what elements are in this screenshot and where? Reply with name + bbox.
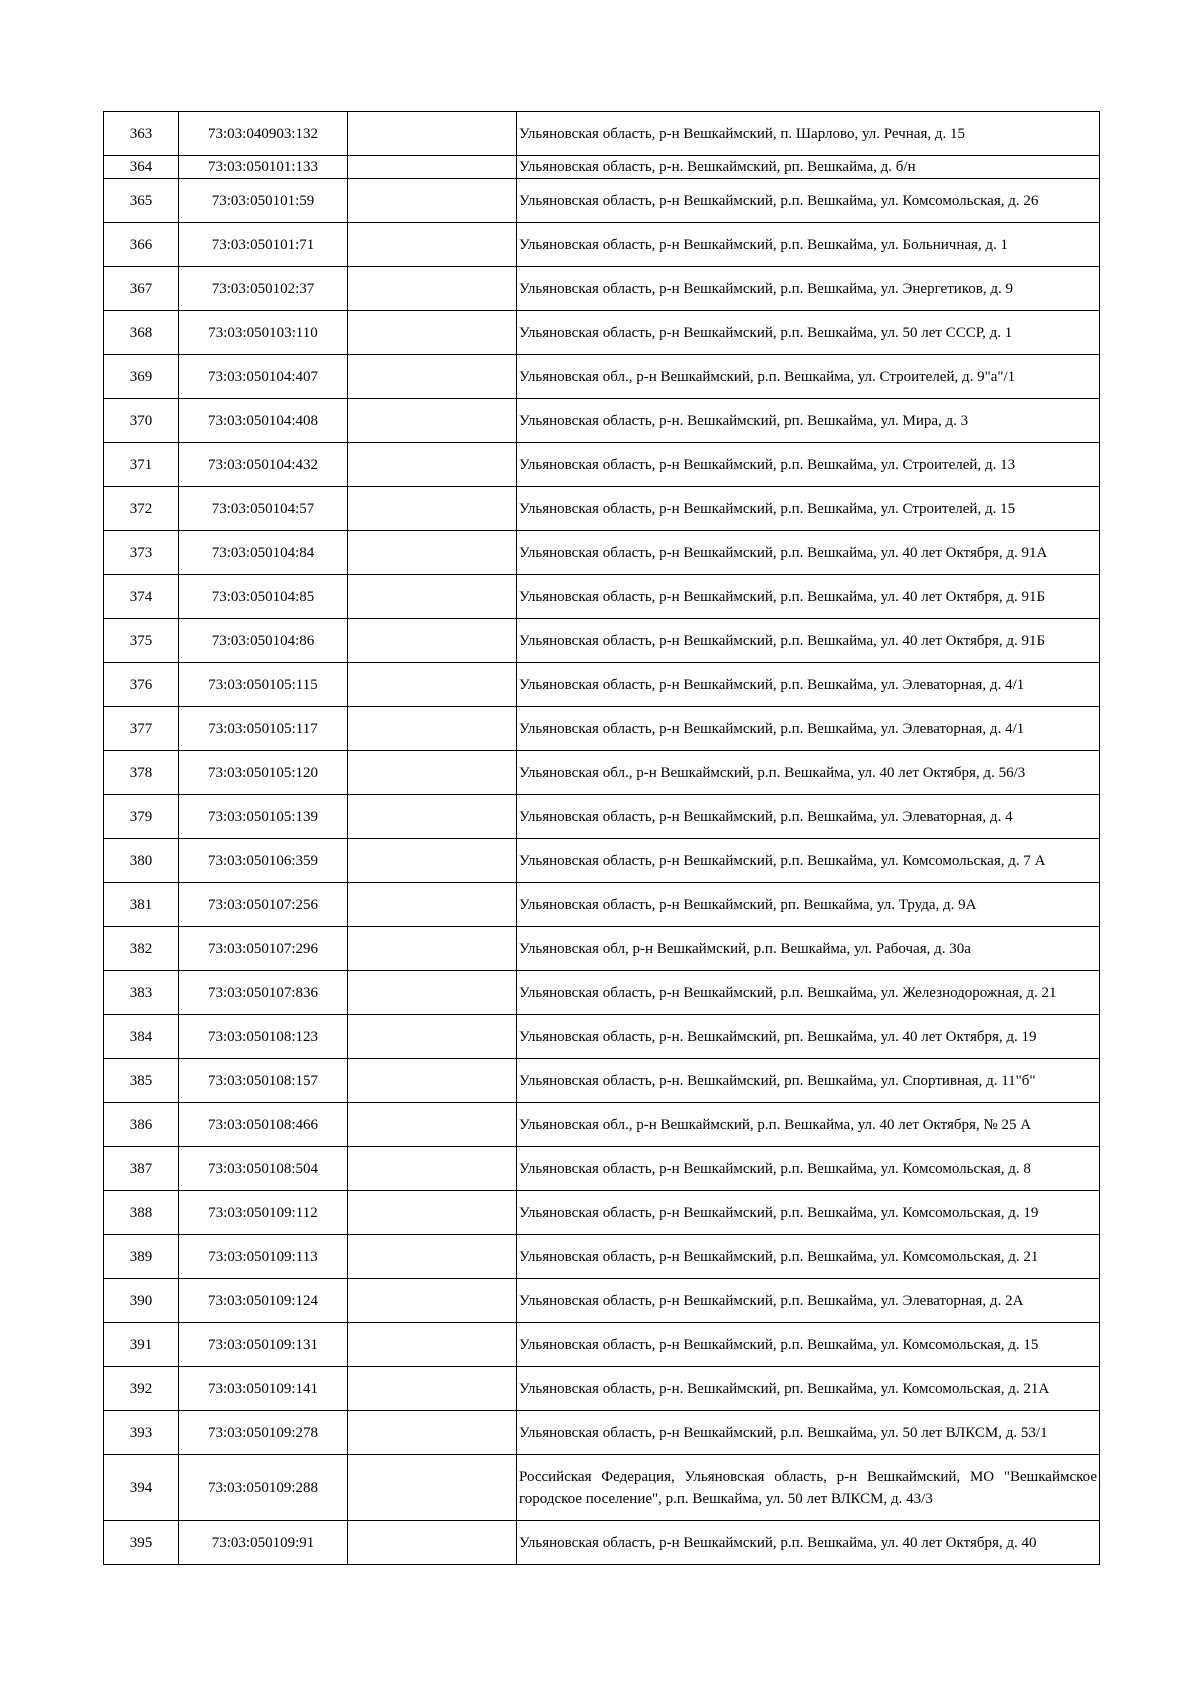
row-number-cell: 380: [104, 839, 179, 883]
empty-cell: [348, 1059, 517, 1103]
address-cell: Ульяновская обл., р-н Вешкаймский, р.п. Вешкайма, ул. 40 лет Октября, д. 56/3: [517, 751, 1100, 795]
empty-cell: [348, 1147, 517, 1191]
cadastral-number-cell: 73:03:050104:85: [179, 575, 348, 619]
empty-cell: [348, 223, 517, 267]
address-cell: Ульяновская область, р-н Вешкаймский, р.п. Вешкайма, ул. Железнодорожная, д. 21: [517, 971, 1100, 1015]
table-row: [104, 531, 1100, 575]
cadastral-number-cell: 73:03:050107:296: [179, 927, 348, 971]
row-number-cell: 390: [104, 1279, 179, 1323]
address-cell: Ульяновская область, р-н. Вешкаймский, рп. Вешкайма, ул. Комсомольская, д. 21А: [517, 1367, 1100, 1411]
cadastral-number-cell: 73:03:050104:432: [179, 443, 348, 487]
cadastral-number-cell: 73:03:050104:408: [179, 399, 348, 443]
cadastral-number-cell: 73:03:050107:836: [179, 971, 348, 1015]
address-cell: Ульяновская область, р-н. Вешкаймский, рп. Вешкайма, д. б/н: [517, 156, 1100, 179]
empty-cell: [348, 487, 517, 531]
empty-cell: [348, 927, 517, 971]
address-cell: Ульяновская область, р-н Вешкаймский, р.п. Вешкайма, ул. Элеваторная, д. 4: [517, 795, 1100, 839]
address-cell: Ульяновская область, р-н Вешкаймский, р.п. Вешкайма, ул. Строителей, д. 15: [517, 487, 1100, 531]
address-cell: Ульяновская область, р-н. Вешкаймский, рп. Вешкайма, ул. Мира, д. 3: [517, 399, 1100, 443]
table-row: [104, 839, 1100, 883]
address-cell: Ульяновская область, р-н Вешкаймский, р.п. Вешкайма, ул. 50 лет ВЛКСМ, д. 53/1: [517, 1411, 1100, 1455]
empty-cell: [348, 707, 517, 751]
cadastral-number-cell: 73:03:050109:113: [179, 1235, 348, 1279]
address-cell: Ульяновская область, р-н Вешкаймский, р.п. Вешкайма, ул. Комсомольская, д. 8: [517, 1147, 1100, 1191]
table-row: [104, 1367, 1100, 1411]
empty-cell: [348, 663, 517, 707]
table-row: [104, 1103, 1100, 1147]
row-number-cell: 386: [104, 1103, 179, 1147]
cadastral-number-cell: 73:03:050109:141: [179, 1367, 348, 1411]
cadastral-number-cell: 73:03:050109:91: [179, 1521, 348, 1565]
row-number-cell: 374: [104, 575, 179, 619]
table-row: [104, 487, 1100, 531]
address-cell: Ульяновская область, р-н Вешкаймский, р.п. Вешкайма, ул. Комсомольская, д. 19: [517, 1191, 1100, 1235]
cadastral-number-cell: 73:03:050108:504: [179, 1147, 348, 1191]
row-number-cell: 382: [104, 927, 179, 971]
empty-cell: [348, 1323, 517, 1367]
table-row: [104, 883, 1100, 927]
table-row: [104, 1455, 1100, 1521]
row-number-cell: 368: [104, 311, 179, 355]
row-number-cell: 379: [104, 795, 179, 839]
row-number-cell: 393: [104, 1411, 179, 1455]
row-number-cell: 385: [104, 1059, 179, 1103]
table-row: [104, 1147, 1100, 1191]
table-row: [104, 223, 1100, 267]
address-cell: Ульяновская область, р-н Вешкаймский, р.п. Вешкайма, ул. Элеваторная, д. 4/1: [517, 663, 1100, 707]
table-row: [104, 1279, 1100, 1323]
table-row: [104, 927, 1100, 971]
registry-table: [103, 111, 1100, 1565]
empty-cell: [348, 1367, 517, 1411]
empty-cell: [348, 1455, 517, 1521]
row-number-cell: 383: [104, 971, 179, 1015]
cadastral-number-cell: 73:03:050104:84: [179, 531, 348, 575]
row-number-cell: 392: [104, 1367, 179, 1411]
empty-cell: [348, 839, 517, 883]
table-row: [104, 267, 1100, 311]
address-cell: Ульяновская область, р-н Вешкаймский, р.п. Вешкайма, ул. 40 лет Октября, д. 91Б: [517, 619, 1100, 663]
row-number-cell: 387: [104, 1147, 179, 1191]
table-row: [104, 1411, 1100, 1455]
empty-cell: [348, 1191, 517, 1235]
empty-cell: [348, 1279, 517, 1323]
table-row: [104, 1235, 1100, 1279]
cadastral-number-cell: 73:03:050109:112: [179, 1191, 348, 1235]
empty-cell: [348, 267, 517, 311]
row-number-cell: 375: [104, 619, 179, 663]
table-row: [104, 1059, 1100, 1103]
empty-cell: [348, 883, 517, 927]
empty-cell: [348, 971, 517, 1015]
address-cell: Ульяновская обл., р-н Вешкаймский, р.п. Вешкайма, ул. Строителей, д. 9"а"/1: [517, 355, 1100, 399]
empty-cell: [348, 619, 517, 663]
cadastral-number-cell: 73:03:050102:37: [179, 267, 348, 311]
address-cell: Ульяновская область, р-н. Вешкаймский, рп. Вешкайма, ул. 40 лет Октября, д. 19: [517, 1015, 1100, 1059]
address-cell: Ульяновская область, р-н Вешкаймский, р.п. Вешкайма, ул. Элеваторная, д. 4/1: [517, 707, 1100, 751]
row-number-cell: 365: [104, 179, 179, 223]
address-cell: Ульяновская область, р-н Вешкаймский, р.п. Вешкайма, ул. Больничная, д. 1: [517, 223, 1100, 267]
address-cell: Ульяновская обл., р-н Вешкаймский, р.п. Вешкайма, ул. 40 лет Октября, № 25 А: [517, 1103, 1100, 1147]
row-number-cell: 371: [104, 443, 179, 487]
address-cell: Ульяновская область, р-н Вешкаймский, рп. Вешкайма, ул. Труда, д. 9А: [517, 883, 1100, 927]
empty-cell: [348, 1411, 517, 1455]
table-row: [104, 971, 1100, 1015]
address-cell: Ульяновская область, р-н Вешкаймский, п. Шарлово, ул. Речная, д. 15: [517, 112, 1100, 156]
cadastral-number-cell: 73:03:050107:256: [179, 883, 348, 927]
address-cell: Ульяновская обл, р-н Вешкаймский, р.п. Вешкайма, ул. Рабочая, д. 30а: [517, 927, 1100, 971]
cadastral-number-cell: 73:03:050106:359: [179, 839, 348, 883]
address-cell: Ульяновская область, р-н Вешкаймский, р.п. Вешкайма, ул. Энергетиков, д. 9: [517, 267, 1100, 311]
table-row: [104, 399, 1100, 443]
cadastral-number-cell: 73:03:050105:139: [179, 795, 348, 839]
table-row: [104, 663, 1100, 707]
empty-cell: [348, 575, 517, 619]
address-cell: Ульяновская область, р-н Вешкаймский, р.п. Вешкайма, ул. 50 лет СССР, д. 1: [517, 311, 1100, 355]
table-row: [104, 795, 1100, 839]
cadastral-number-cell: 73:03:050108:123: [179, 1015, 348, 1059]
row-number-cell: 367: [104, 267, 179, 311]
cadastral-number-cell: 73:03:050109:288: [179, 1455, 348, 1521]
address-cell: Ульяновская область, р-н Вешкаймский, р.п. Вешкайма, ул. 40 лет Октября, д. 91Б: [517, 575, 1100, 619]
address-cell: Ульяновская область, р-н Вешкаймский, р.п. Вешкайма, ул. Комсомольская, д. 26: [517, 179, 1100, 223]
cadastral-number-cell: 73:03:050104:57: [179, 487, 348, 531]
row-number-cell: 381: [104, 883, 179, 927]
row-number-cell: 369: [104, 355, 179, 399]
table-row: [104, 707, 1100, 751]
row-number-cell: 378: [104, 751, 179, 795]
cadastral-number-cell: 73:03:050104:86: [179, 619, 348, 663]
cadastral-number-cell: 73:03:050109:278: [179, 1411, 348, 1455]
table-row: [104, 1521, 1100, 1565]
empty-cell: [348, 1521, 517, 1565]
table-row: [104, 355, 1100, 399]
empty-cell: [348, 399, 517, 443]
row-number-cell: 395: [104, 1521, 179, 1565]
empty-cell: [348, 795, 517, 839]
row-number-cell: 376: [104, 663, 179, 707]
row-number-cell: 370: [104, 399, 179, 443]
row-number-cell: 384: [104, 1015, 179, 1059]
row-number-cell: 363: [104, 112, 179, 156]
table-row: [104, 179, 1100, 223]
empty-cell: [348, 112, 517, 156]
empty-cell: [348, 1103, 517, 1147]
row-number-cell: 373: [104, 531, 179, 575]
address-cell: Ульяновская область, р-н Вешкаймский, р.п. Вешкайма, ул. Строителей, д. 13: [517, 443, 1100, 487]
address-cell: Ульяновская область, р-н. Вешкаймский, рп. Вешкайма, ул. Спортивная, д. 11"б": [517, 1059, 1100, 1103]
address-cell: Ульяновская область, р-н Вешкаймский, р.п. Вешкайма, ул. Комсомольская, д. 15: [517, 1323, 1100, 1367]
row-number-cell: 364: [104, 156, 179, 179]
empty-cell: [348, 1235, 517, 1279]
address-cell: Ульяновская область, р-н Вешкаймский, р.п. Вешкайма, ул. Комсомольская, д. 21: [517, 1235, 1100, 1279]
row-number-cell: 377: [104, 707, 179, 751]
address-cell: Российская Федерация, Ульяновская область, р-н Вешкаймский, МО "Вешкаймское городское поселение", р.п. Вешкайма, ул. 50 лет ВЛКСМ, д. 43/3: [517, 1455, 1100, 1521]
empty-cell: [348, 531, 517, 575]
empty-cell: [348, 311, 517, 355]
empty-cell: [348, 751, 517, 795]
cadastral-number-cell: 73:03:050101:133: [179, 156, 348, 179]
cadastral-number-cell: 73:03:050109:124: [179, 1279, 348, 1323]
empty-cell: [348, 443, 517, 487]
cadastral-number-cell: 73:03:050108:157: [179, 1059, 348, 1103]
empty-cell: [348, 179, 517, 223]
row-number-cell: 394: [104, 1455, 179, 1521]
table-row: [104, 1015, 1100, 1059]
row-number-cell: 388: [104, 1191, 179, 1235]
row-number-cell: 372: [104, 487, 179, 531]
address-cell: Ульяновская область, р-н Вешкаймский, р.п. Вешкайма, ул. Комсомольская, д. 7 А: [517, 839, 1100, 883]
row-number-cell: 391: [104, 1323, 179, 1367]
cadastral-number-cell: 73:03:050101:71: [179, 223, 348, 267]
table-row: [104, 619, 1100, 663]
registry-table-body: [104, 112, 1100, 1565]
cadastral-number-cell: 73:03:050109:131: [179, 1323, 348, 1367]
cadastral-number-cell: 73:03:050105:120: [179, 751, 348, 795]
address-cell: Ульяновская область, р-н Вешкаймский, р.п. Вешкайма, ул. 40 лет Октября, д. 91А: [517, 531, 1100, 575]
row-number-cell: 389: [104, 1235, 179, 1279]
table-row: [104, 311, 1100, 355]
table-row: [104, 156, 1100, 179]
cadastral-number-cell: 73:03:050105:115: [179, 663, 348, 707]
row-number-cell: 366: [104, 223, 179, 267]
cadastral-number-cell: 73:03:040903:132: [179, 112, 348, 156]
table-row: [104, 1191, 1100, 1235]
cadastral-number-cell: 73:03:050103:110: [179, 311, 348, 355]
cadastral-number-cell: 73:03:050101:59: [179, 179, 348, 223]
cadastral-number-cell: 73:03:050104:407: [179, 355, 348, 399]
table-row: [104, 575, 1100, 619]
table-row: [104, 112, 1100, 156]
address-cell: Ульяновская область, р-н Вешкаймский, р.п. Вешкайма, ул. 40 лет Октября, д. 40: [517, 1521, 1100, 1565]
table-row: [104, 1323, 1100, 1367]
address-cell: Ульяновская область, р-н Вешкаймский, р.п. Вешкайма, ул. Элеваторная, д. 2А: [517, 1279, 1100, 1323]
cadastral-number-cell: 73:03:050108:466: [179, 1103, 348, 1147]
empty-cell: [348, 355, 517, 399]
empty-cell: [348, 1015, 517, 1059]
table-row: [104, 751, 1100, 795]
cadastral-number-cell: 73:03:050105:117: [179, 707, 348, 751]
table-row: [104, 443, 1100, 487]
empty-cell: [348, 156, 517, 179]
